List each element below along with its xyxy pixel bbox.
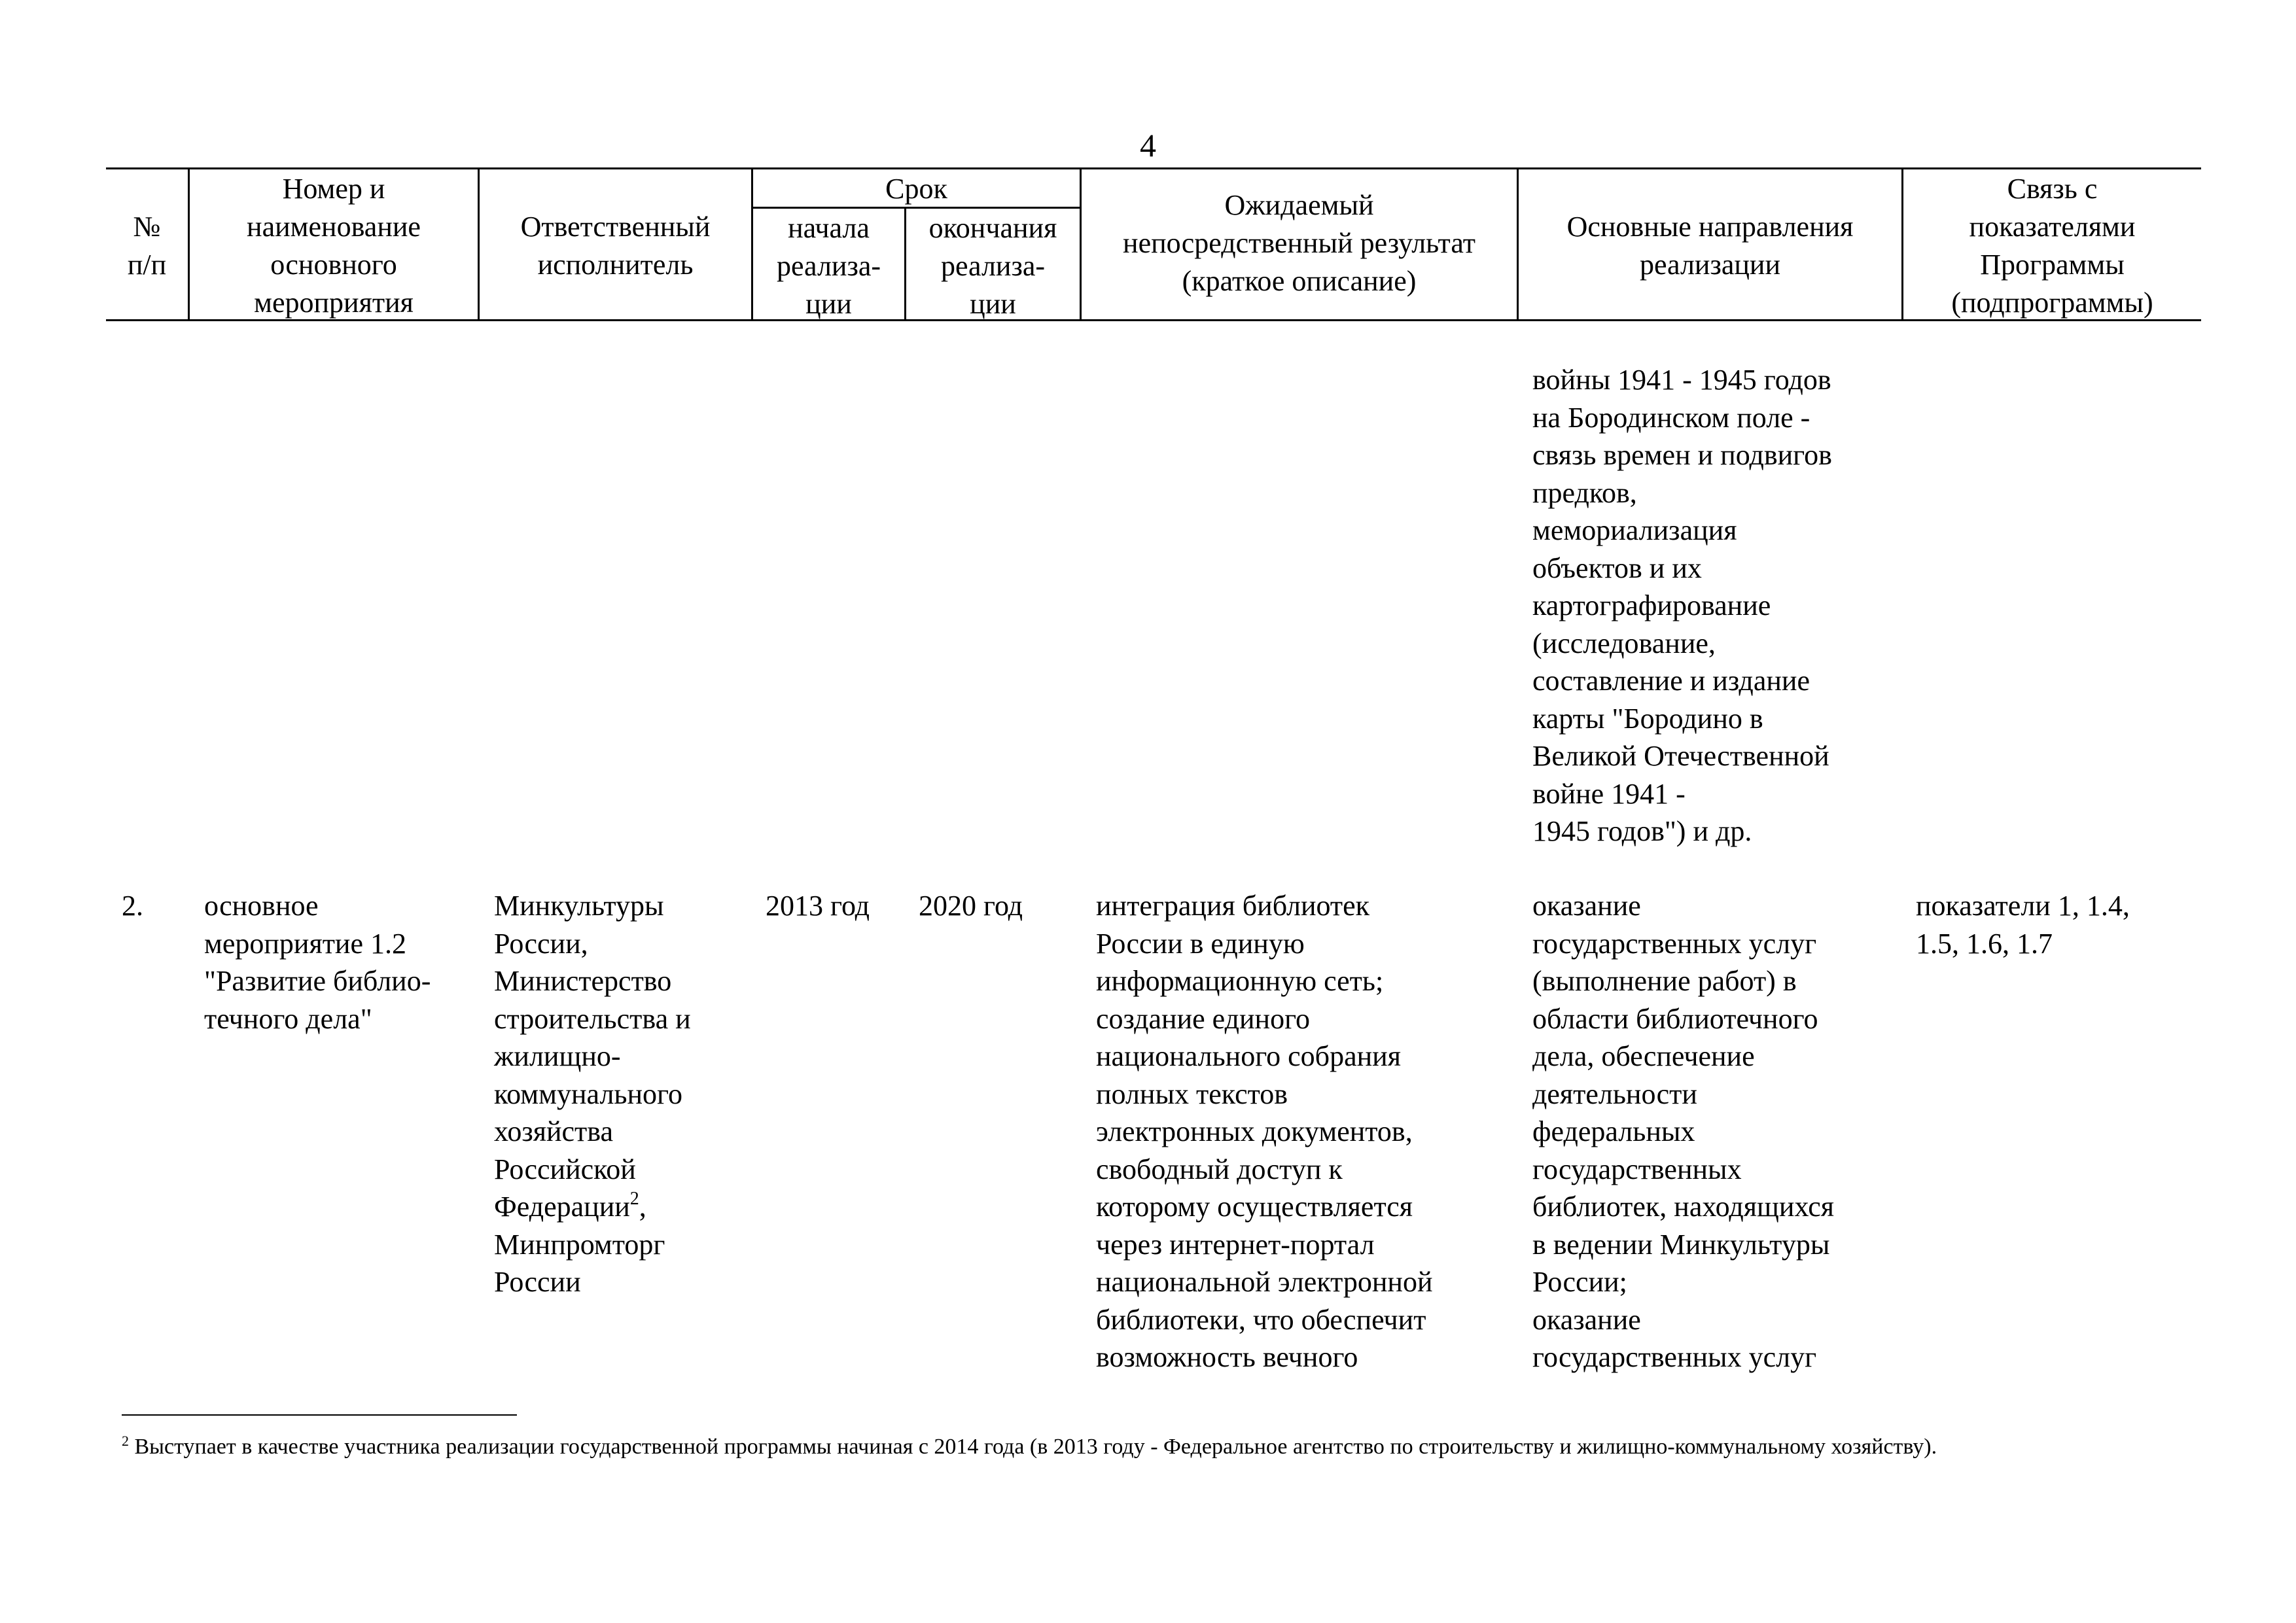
header-directions: Основные направления реализации	[1566, 211, 1854, 281]
header-term-start: начала реализа- ции	[776, 212, 881, 320]
row-start: 2013 год	[766, 890, 870, 922]
footnote-ref: 2	[629, 1189, 639, 1209]
header-name: Номер и наименование основного мероприятия	[247, 173, 421, 319]
header-num: № п/п	[127, 211, 167, 281]
header-indicators: Связь с показателями Программы (подпрограммы)	[1951, 173, 2153, 319]
row-result: интеграция библиотек России в единую информационную сеть; создание единого национального собрания полных текстов электронных документов, свободный доступ к которому осуществляется через интернет-портал национальной электронной библиотеки, что обеспечит возможность вечного	[1096, 890, 1433, 1373]
responsible-main: Минкультуры России, Министерство строительства и жилищно- коммунального хозяйства Российской Федерации	[494, 890, 691, 1223]
footnote-mark: 2	[122, 1433, 129, 1449]
responsible-tail: , Минпромторг России	[494, 1191, 665, 1298]
row-num: 2.	[122, 890, 143, 922]
header-result: Ожидаемый непосредственный результат (краткое описание)	[1123, 189, 1475, 297]
footnote-text: Выступает в качестве участника реализации государственной программы начиная с 2014 года (в 2013 году - Федеральное агентство по строительству и жилищно-коммунальному хозяйству).	[129, 1435, 1937, 1459]
row-responsible	[494, 887, 749, 1301]
page-number: 4	[1140, 127, 1156, 164]
footnote-separator	[122, 1414, 517, 1416]
row-name: основное мероприятие 1.2 "Развитие библио- течного дела"	[204, 890, 431, 1035]
footnote	[122, 1429, 2183, 1465]
header-term: Срок	[885, 173, 947, 205]
row-directions: оказание государственных услуг (выполнение работ) в области библиотечного дела, обеспечение деятельности федеральных государственных библиотек, находящихся в ведении Минкультуры России; оказание государственных услуг	[1532, 890, 1834, 1373]
header-term-end: окончания реализа- ции	[928, 212, 1057, 320]
row-indicators: показатели 1, 1.4, 1.5, 1.6, 1.7	[1916, 890, 2130, 960]
header-responsible: Ответственный исполнитель	[520, 211, 711, 281]
table-top-rule	[106, 167, 2201, 169]
row-end: 2020 год	[919, 890, 1023, 922]
continuation-directions: войны 1941 - 1945 годов на Бородинском поле - связь времен и подвигов предков, мемориализация объектов и их картографирование (исследование, составление и издание карты "Бородино в Великой Отечественной войне 1941 - 1945 годов") и др.	[1532, 364, 1832, 847]
